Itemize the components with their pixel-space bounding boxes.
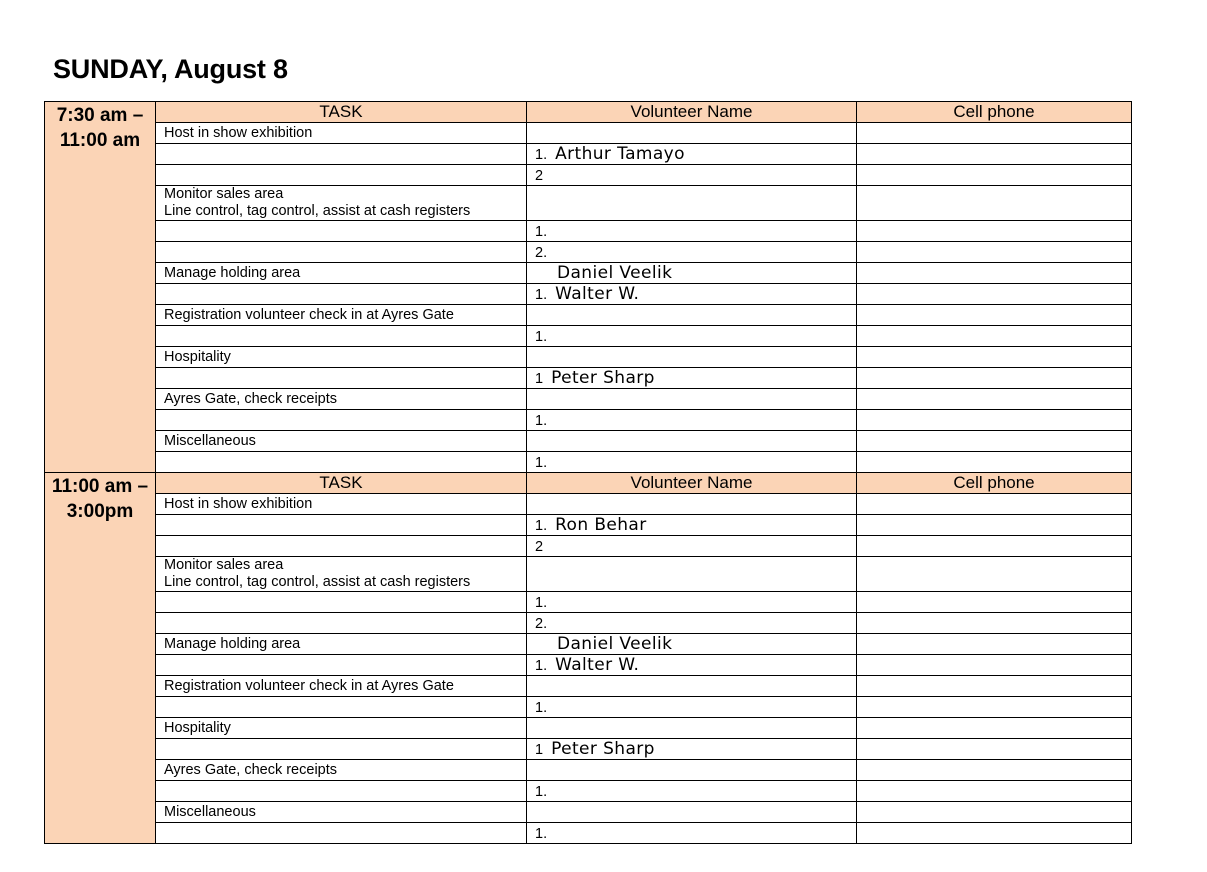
volunteer-name (535, 802, 557, 822)
volunteer-name-cell[interactable] (527, 305, 857, 326)
table-row (45, 823, 1132, 844)
slot-number: 2. (535, 615, 548, 632)
task-cell (156, 634, 527, 655)
cell-phone-cell[interactable] (857, 655, 1132, 676)
column-header-volunteer: Volunteer Name (527, 473, 857, 494)
cell-phone-cell[interactable] (857, 697, 1132, 718)
table-row (45, 676, 1132, 697)
table-row (45, 760, 1132, 781)
volunteer-name: Daniel Veelik (557, 633, 673, 654)
slot-number: 1. (535, 412, 548, 429)
task-cell (156, 592, 527, 613)
cell-phone-cell[interactable] (857, 305, 1132, 326)
table-row (45, 655, 1132, 676)
task-cell (156, 452, 527, 473)
task-cell (156, 186, 527, 221)
table-row (45, 284, 1132, 305)
cell-phone-cell[interactable] (857, 221, 1132, 242)
slot-number: 1. (535, 146, 548, 163)
task-cell (156, 739, 527, 760)
volunteer-name-cell[interactable] (527, 823, 857, 844)
cell-phone-cell[interactable] (857, 410, 1132, 431)
table-row (45, 431, 1132, 452)
task-cell (156, 613, 527, 634)
volunteer-name: Peter Sharp (551, 738, 655, 759)
table-row (45, 410, 1132, 431)
volunteer-name-cell[interactable] (527, 592, 857, 613)
task-cell (156, 263, 527, 284)
volunteer-name-cell[interactable] (527, 123, 857, 144)
table-row (45, 123, 1132, 144)
table-row (45, 613, 1132, 634)
slot-number: 2 (535, 538, 544, 555)
task-label: Monitor sales area (164, 186, 284, 202)
volunteer-name-cell[interactable] (527, 676, 857, 697)
task-cell (156, 165, 527, 186)
volunteer-name (535, 389, 557, 409)
cell-phone-cell[interactable] (857, 263, 1132, 284)
task-cell (156, 347, 527, 368)
table-row (45, 536, 1132, 557)
volunteer-name-cell[interactable] (527, 494, 857, 515)
table-row (45, 781, 1132, 802)
task-label: Host in show exhibition (164, 125, 313, 141)
task-cell (156, 718, 527, 739)
table-row (45, 802, 1132, 823)
table-row (45, 368, 1132, 389)
cell-phone-cell[interactable] (857, 676, 1132, 697)
task-label: Miscellaneous (164, 804, 256, 820)
task-label: Ayres Gate, check receipts (164, 762, 338, 778)
table-row (45, 221, 1132, 242)
volunteer-name-cell[interactable] (527, 368, 857, 389)
task-label: Registration volunteer check in at Ayres Gate (164, 678, 454, 694)
table-row (45, 515, 1132, 536)
task-cell (156, 802, 527, 823)
cell-phone-cell[interactable] (857, 613, 1132, 634)
table-row (45, 634, 1132, 655)
volunteer-name-cell[interactable] (527, 718, 857, 739)
column-header-cell: Cell phone (857, 473, 1132, 494)
slot-number: 1. (535, 699, 548, 716)
volunteer-name-cell[interactable] (527, 144, 857, 165)
volunteer-name (535, 760, 557, 780)
volunteer-name-cell[interactable] (527, 165, 857, 186)
task-cell (156, 144, 527, 165)
volunteer-name (535, 494, 557, 514)
cell-phone-cell[interactable] (857, 823, 1132, 844)
table-row (45, 242, 1132, 263)
task-cell (156, 123, 527, 144)
volunteer-name-cell[interactable] (527, 242, 857, 263)
volunteer-name-cell[interactable] (527, 802, 857, 823)
slot-number: 1 (535, 741, 544, 758)
task-label: Miscellaneous (164, 433, 256, 449)
task-label: Manage holding area (164, 265, 301, 281)
volunteer-name (535, 193, 557, 213)
table-row (45, 452, 1132, 473)
volunteer-name: Walter W. (555, 283, 640, 304)
volunteer-name (535, 123, 557, 143)
volunteer-name-cell[interactable] (527, 186, 857, 221)
task-cell (156, 760, 527, 781)
volunteer-name (535, 431, 557, 451)
task-cell (156, 305, 527, 326)
table-row (45, 305, 1132, 326)
volunteer-schedule-table (44, 101, 1132, 844)
task-cell (156, 494, 527, 515)
volunteer-name-cell[interactable] (527, 536, 857, 557)
slot-number: 1. (535, 825, 548, 842)
task-cell (156, 410, 527, 431)
column-header-task: TASK (156, 473, 527, 494)
volunteer-name-cell[interactable] (527, 326, 857, 347)
cell-phone-cell[interactable] (857, 760, 1132, 781)
table-row (45, 592, 1132, 613)
volunteer-name: Peter Sharp (551, 367, 655, 388)
slot-number: 1. (535, 454, 548, 471)
cell-phone-cell[interactable] (857, 536, 1132, 557)
task-cell (156, 676, 527, 697)
cell-phone-cell[interactable] (857, 515, 1132, 536)
cell-phone-cell[interactable] (857, 802, 1132, 823)
task-cell (156, 781, 527, 802)
task-cell (156, 697, 527, 718)
header-row (45, 102, 1132, 123)
table-row (45, 739, 1132, 760)
task-cell (156, 368, 527, 389)
volunteer-name-cell[interactable] (527, 557, 857, 592)
slot-number: 1. (535, 657, 548, 674)
volunteer-name-cell[interactable] (527, 452, 857, 473)
cell-phone-cell[interactable] (857, 368, 1132, 389)
page-title: SUNDAY, August 8 (53, 54, 288, 84)
cell-phone-cell[interactable] (857, 242, 1132, 263)
task-label: Host in show exhibition (164, 496, 313, 512)
slot-number: 2 (535, 167, 544, 184)
volunteer-name-cell[interactable] (527, 697, 857, 718)
slot-number: 1. (535, 223, 548, 240)
volunteer-name (535, 564, 557, 584)
task-cell (156, 557, 527, 592)
cell-phone-cell[interactable] (857, 452, 1132, 473)
volunteer-name-cell[interactable] (527, 655, 857, 676)
task-cell (156, 242, 527, 263)
table-row (45, 144, 1132, 165)
volunteer-name (535, 718, 557, 738)
volunteer-name-cell[interactable] (527, 634, 857, 655)
cell-phone-cell[interactable] (857, 431, 1132, 452)
column-header-cell: Cell phone (857, 102, 1132, 123)
task-label: Hospitality (164, 720, 231, 736)
task-sublabel: Line control, tag control, assist at cash registers (164, 574, 471, 590)
slot-number: 1. (535, 286, 548, 303)
slot-number: 1 (535, 370, 544, 387)
cell-phone-cell[interactable] (857, 165, 1132, 186)
cell-phone-cell[interactable] (857, 389, 1132, 410)
volunteer-name-cell[interactable] (527, 431, 857, 452)
volunteer-name-cell[interactable] (527, 760, 857, 781)
task-cell (156, 515, 527, 536)
volunteer-name-cell[interactable] (527, 284, 857, 305)
table-row (45, 494, 1132, 515)
cell-phone-cell[interactable] (857, 781, 1132, 802)
volunteer-name-cell[interactable] (527, 410, 857, 431)
table-row (45, 263, 1132, 284)
volunteer-name-cell[interactable] (527, 739, 857, 760)
volunteer-name: Ron Behar (555, 514, 647, 535)
slot-number: 1. (535, 594, 548, 611)
table-row (45, 718, 1132, 739)
cell-phone-cell[interactable] (857, 557, 1132, 592)
time-slot-cell: 11:00 am – 3:00pm (45, 473, 156, 844)
task-label: Manage holding area (164, 636, 301, 652)
slot-number: 1. (535, 517, 548, 534)
task-label: Monitor sales area (164, 557, 284, 573)
task-cell (156, 823, 527, 844)
task-label: Registration volunteer check in at Ayres Gate (164, 307, 454, 323)
cell-phone-cell[interactable] (857, 186, 1132, 221)
cell-phone-cell[interactable] (857, 634, 1132, 655)
cell-phone-cell[interactable] (857, 739, 1132, 760)
task-cell (156, 284, 527, 305)
column-header-volunteer: Volunteer Name (527, 102, 857, 123)
volunteer-name-cell[interactable] (527, 221, 857, 242)
slot-number: 1. (535, 783, 548, 800)
cell-phone-cell[interactable] (857, 718, 1132, 739)
volunteer-name-cell[interactable] (527, 389, 857, 410)
table-row (45, 326, 1132, 347)
volunteer-name (535, 676, 557, 696)
table-row (45, 557, 1132, 592)
volunteer-name-cell[interactable] (527, 263, 857, 284)
task-cell (156, 221, 527, 242)
volunteer-name: Arthur Tamayo (555, 143, 685, 164)
cell-phone-cell[interactable] (857, 347, 1132, 368)
table-row (45, 165, 1132, 186)
task-cell (156, 655, 527, 676)
header-row (45, 473, 1132, 494)
cell-phone-cell[interactable] (857, 494, 1132, 515)
volunteer-name-cell[interactable] (527, 781, 857, 802)
cell-phone-cell[interactable] (857, 144, 1132, 165)
task-sublabel: Line control, tag control, assist at cash registers (164, 203, 471, 219)
cell-phone-cell[interactable] (857, 326, 1132, 347)
cell-phone-cell[interactable] (857, 284, 1132, 305)
column-header-task: TASK (156, 102, 527, 123)
volunteer-name (535, 347, 557, 367)
task-label: Hospitality (164, 349, 231, 365)
volunteer-name-cell[interactable] (527, 347, 857, 368)
time-slot-cell: 7:30 am – 11:00 am (45, 102, 156, 473)
table-row (45, 697, 1132, 718)
cell-phone-cell[interactable] (857, 592, 1132, 613)
volunteer-name-cell[interactable] (527, 515, 857, 536)
volunteer-name (535, 305, 557, 325)
slot-number: 2. (535, 244, 548, 261)
volunteer-name: Daniel Veelik (557, 262, 673, 283)
task-cell (156, 431, 527, 452)
task-cell (156, 389, 527, 410)
cell-phone-cell[interactable] (857, 123, 1132, 144)
task-cell (156, 536, 527, 557)
table-row (45, 347, 1132, 368)
slot-number: 1. (535, 328, 548, 345)
task-label: Ayres Gate, check receipts (164, 391, 338, 407)
table-row (45, 186, 1132, 221)
table-row (45, 389, 1132, 410)
volunteer-name-cell[interactable] (527, 613, 857, 634)
volunteer-name: Walter W. (555, 654, 640, 675)
task-cell (156, 326, 527, 347)
